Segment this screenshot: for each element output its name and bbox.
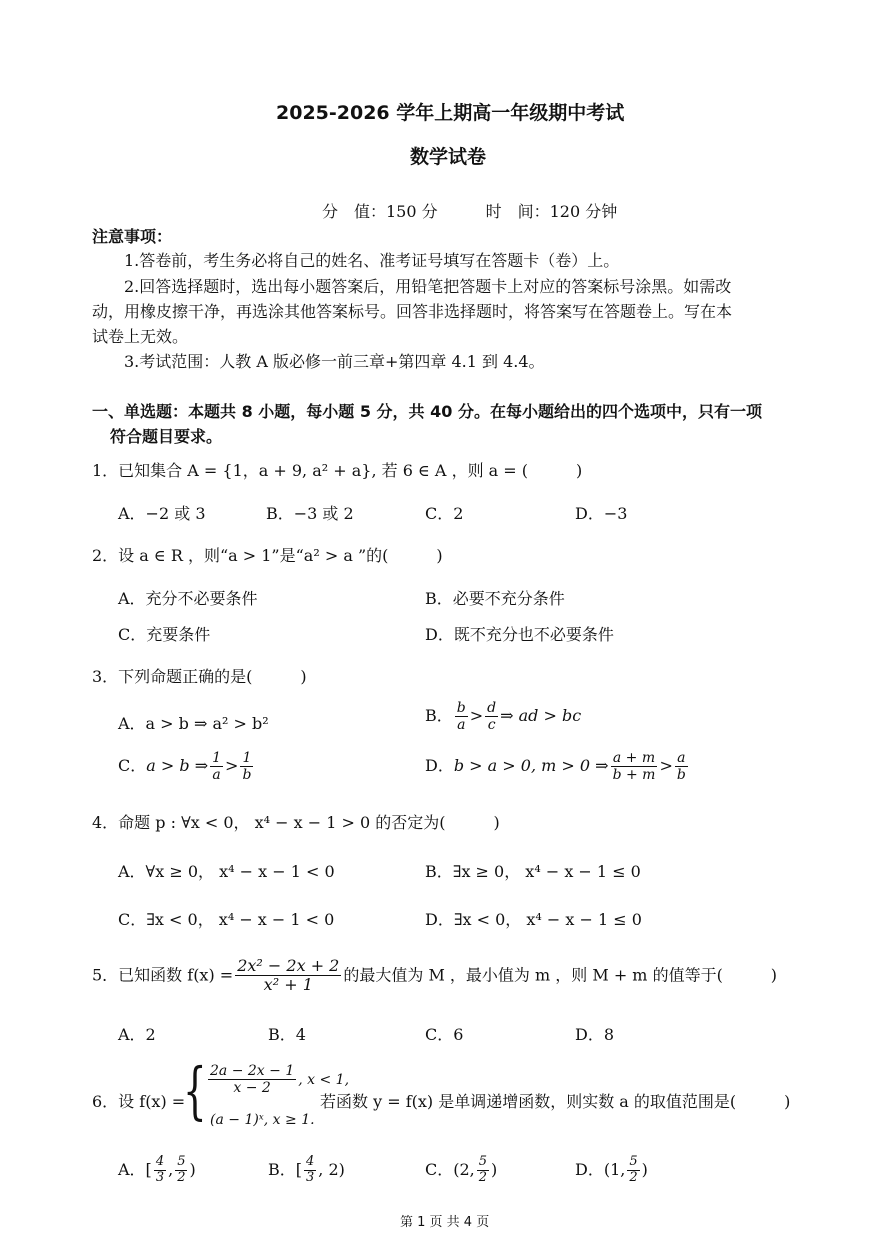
notice-heading: 注意事项： — [92, 227, 173, 246]
question-5-option-b: B．4 — [268, 1025, 306, 1044]
question-1-option-c: C．2 — [425, 504, 464, 523]
question-1-option-b: B．−3 或 2 — [266, 504, 354, 523]
question-4-option-d: D．∃x < 0， x⁴ − x − 1 ≤ 0 — [425, 910, 642, 929]
option-label: B． — [425, 706, 453, 726]
question-4-option-b: B．∃x ≥ 0， x⁴ − x − 1 ≤ 0 — [425, 862, 641, 881]
section-heading-line-2: 符合题目要求。 — [110, 427, 223, 446]
notice-item-2-line-1: 2.回答选择题时，选出每小题答案后，用铅笔把答题卡上对应的答案标号涂黑。如需改 — [124, 277, 732, 296]
question-4-stem: 4．命题 p : ∀x < 0， x⁴ − x − 1 > 0 的否定为( ) — [92, 813, 500, 832]
score-time-line: 分 值：150 分 时 间：120 分钟 — [322, 202, 618, 221]
notice-item-3: 3.考试范围：人教 A 版必修一前三章+第四章 4.1 到 4.4。 — [124, 352, 545, 371]
exam-title: 2025-2026 学年上期高一年级期中考试 — [276, 102, 625, 124]
fraction: $\frac{1}{a}$ — [212, 750, 222, 784]
question-2-option-a: A．充分不必要条件 — [118, 589, 258, 608]
question-3-stem: 3．下列命题正确的是( ) — [92, 667, 307, 686]
question-4-option-c: C．∃x < 0， x⁴ − x − 1 < 0 — [118, 910, 335, 929]
page-number: 第 1 页 共 4 页 — [400, 1215, 490, 1230]
question-5-option-d: D．8 — [575, 1025, 615, 1044]
question-6-option-c: C．(2, $\frac{5}{2}$ ) — [425, 1154, 498, 1185]
question-6-option-b: B．[ $\frac{4}{3}$ , 2) — [268, 1154, 345, 1185]
fraction: $\frac{a + m}{b + m}$ — [612, 750, 656, 784]
question-6-case-2: (a − 1)ˣ, x ≥ 1. — [210, 1112, 315, 1128]
fraction: $\frac{5}{2}$ — [177, 1154, 186, 1185]
fraction: $\frac{5}{2}$ — [629, 1154, 638, 1185]
fraction: $\frac{5}{2}$ — [478, 1154, 488, 1185]
fraction: $\frac{a}{b}$ — [676, 750, 686, 784]
question-6-option-a: A．[ $\frac{4}{3}$ , $\frac{5}{2}$ ) — [118, 1154, 196, 1185]
question-3-option-c: C．a > b ⇒ $\frac{1}{a}$ > $\frac{1}{b}$ — [118, 750, 252, 784]
notice-item-2-line-2: 动，用橡皮擦干净，再选涂其他答案标号。回答非选择题时，将答案写在答题卷上。写在本 — [92, 302, 733, 321]
question-1-option-a: A．−2 或 3 — [118, 504, 206, 523]
question-5-option-c: C．6 — [425, 1025, 464, 1044]
question-3-option-a: A．a > b ⇒ a² > b² — [118, 714, 269, 733]
question-6-stem: 若函数 y = f(x) 是单调递增函数，则实数 a 的取值范围是( ) — [320, 1092, 791, 1111]
question-1-option-d: D．−3 — [575, 504, 628, 523]
question-2-option-b: B．必要不充分条件 — [425, 589, 565, 608]
question-3-option-b: B． $\frac{b}{a}$ > $\frac{d}{c}$ ⇒ ad > bc — [425, 700, 582, 734]
notice-item-2-line-3: 试卷上无效。 — [92, 327, 189, 346]
section-heading-line-1: 一、单选题：本题共 8 小题，每小题 5 分，共 40 分。在每小题给出的四个选项中，只有一项 — [92, 402, 762, 421]
fraction: $\frac{2a - 2x - 1}{x - 2}$ — [210, 1063, 295, 1097]
question-2-option-c: C．充要条件 — [118, 625, 211, 644]
question-6-case-1: $\frac{2a - 2x - 1}{x - 2}$ , x < 1, — [210, 1063, 350, 1097]
fraction: $\frac{\text{2x² − 2x + 2}}{\text{x² + 1}}$ — [237, 956, 340, 995]
question-6-option-d: D．(1, $\frac{5}{2}$ ) — [575, 1154, 648, 1185]
exam-subtitle: 数学试卷 — [410, 146, 487, 168]
question-4-option-a: A．∀x ≥ 0， x⁴ − x − 1 < 0 — [118, 862, 335, 881]
question-1-stem: 1．已知集合 A = {1，a + 9, a² + a}, 若 6 ∈ A ，则 a = ( ) — [92, 461, 583, 480]
question-3-option-d: D．b > a > 0, m > 0 ⇒ $\frac{a + m}{b + m}$ > $\frac{a}{b}$ — [425, 750, 686, 784]
question-2-option-d: D．既不充分也不必要条件 — [425, 625, 614, 644]
piecewise-brace: { — [183, 1054, 207, 1127]
fraction: $\frac{4}{3}$ — [155, 1154, 165, 1185]
question-2-stem: 2．设 a ∈ R ，则“a > 1”是“a² > a ”的( ) — [92, 546, 443, 565]
fraction: $\frac{d}{c}$ — [487, 700, 497, 734]
fraction: $\frac{b}{a}$ — [456, 700, 466, 734]
question-5-option-a: A．2 — [118, 1025, 156, 1044]
question-6-lhs: 6．设 f(x) = — [92, 1092, 186, 1111]
fraction: $\frac{4}{3}$ — [306, 1154, 315, 1185]
notice-item-1: 1.答卷前，考生务必将自己的姓名、准考证号填写在答题卡（卷）上。 — [124, 251, 620, 270]
fraction: $\frac{1}{b}$ — [242, 750, 252, 784]
question-5-stem: 5．已知函数 f(x) = $\frac{\text{2x² − 2x + 2}}{\text{x² + 1}}$ 的最大值为 M ，最小值为 m ，则 M + m 的值等于( ) — [92, 956, 778, 995]
